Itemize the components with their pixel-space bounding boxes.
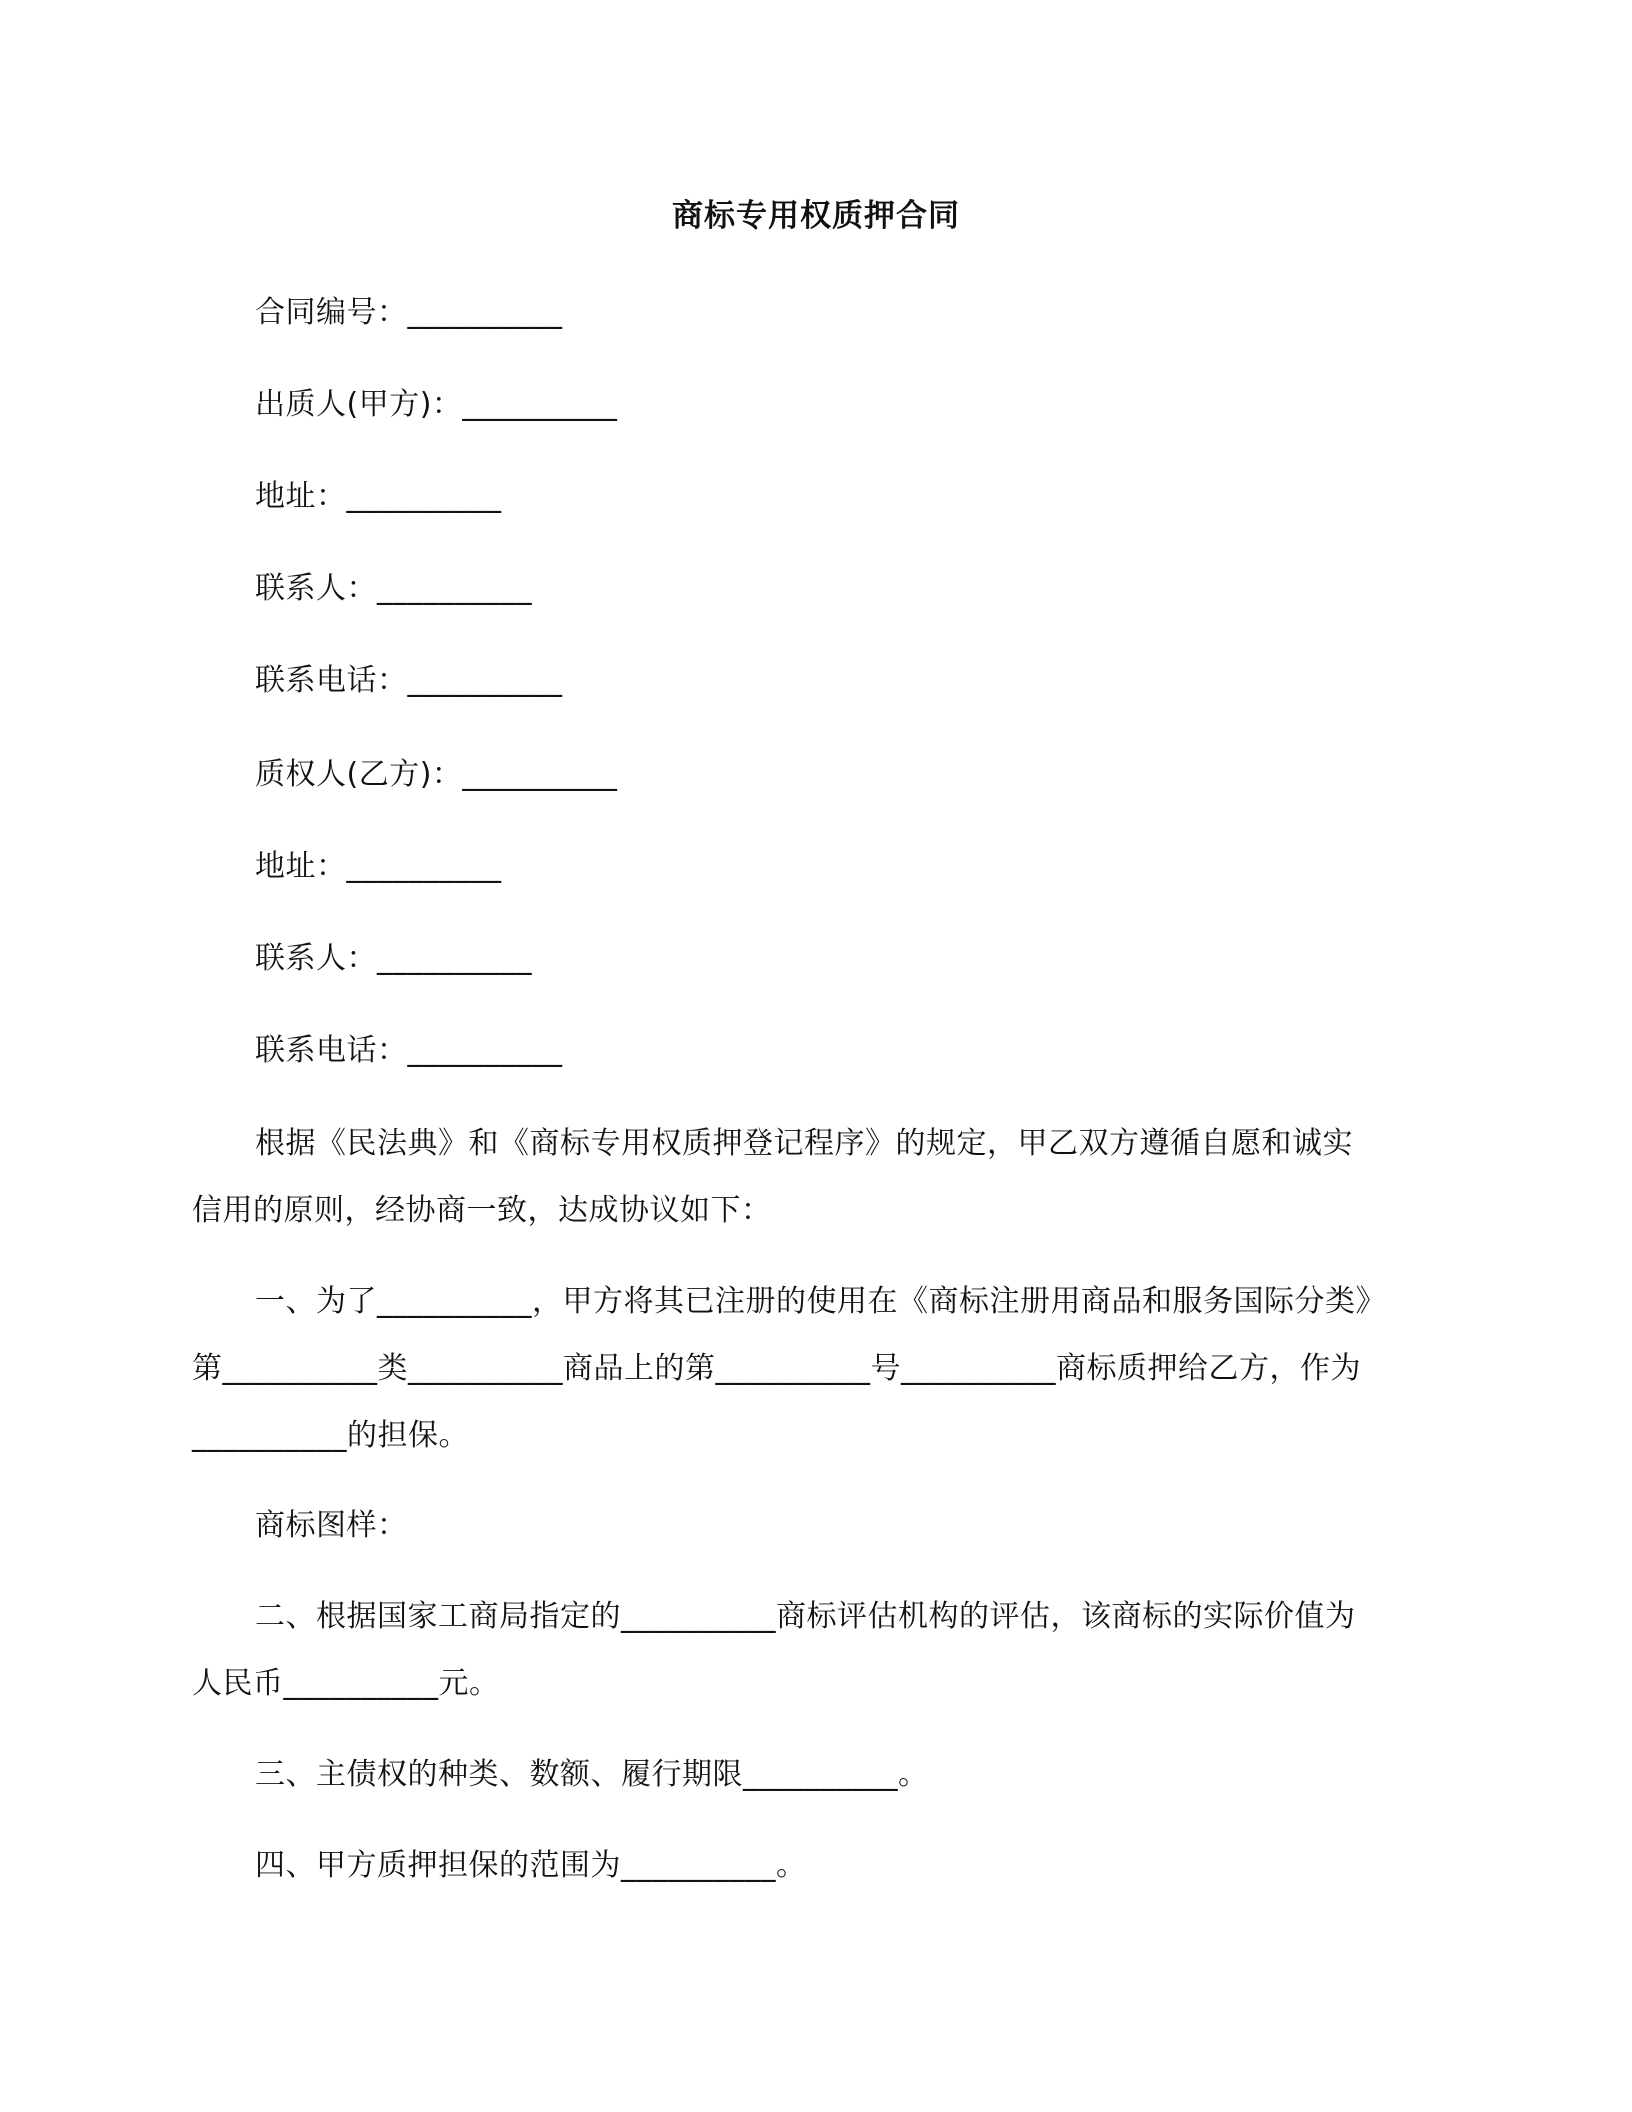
pledgee-field: 质权人(乙方)：__________ [255,757,618,792]
trademark-sample-label: 商标图样： [255,1508,408,1543]
clause-2-line-2: 人民币__________元。 [192,1666,500,1701]
clause-2-line-1: 二、根据国家工商局指定的__________商标评估机构的评估，该商标的实际价值为 [255,1599,1356,1634]
pledgee-phone-field: 联系电话：__________ [255,1033,563,1068]
clause-4: 四、甲方质押担保的范围为__________。 [255,1848,807,1883]
pledgor-contact-field: 联系人：__________ [255,571,532,606]
pledgor-field: 出质人(甲方)：__________ [255,387,618,422]
clause-1-line-2: 第__________类__________商品上的第__________号__________商标质押给乙方，作为 [192,1351,1361,1386]
pledgor-phone-field: 联系电话：__________ [255,663,563,698]
clause-1-line-1: 一、为了__________，甲方将其已注册的使用在《商标注册用商品和服务国际分类》 [255,1284,1386,1319]
contract-number-field: 合同编号：__________ [255,295,563,330]
pledgor-address-field: 地址：__________ [255,479,502,514]
pledgee-address-field: 地址：__________ [255,849,502,884]
intro-paragraph-line-2: 信用的原则，经协商一致，达成协议如下： [192,1193,772,1228]
pledgee-contact-field: 联系人：__________ [255,941,532,976]
clause-1-line-3: __________的担保。 [192,1418,469,1453]
document-title: 商标专用权质押合同 [672,198,960,234]
clause-3: 三、主债权的种类、数额、履行期限__________。 [255,1757,929,1792]
intro-paragraph-line-1: 根据《民法典》和《商标专用权质押登记程序》的规定，甲乙双方遵循自愿和诚实 [255,1126,1353,1161]
